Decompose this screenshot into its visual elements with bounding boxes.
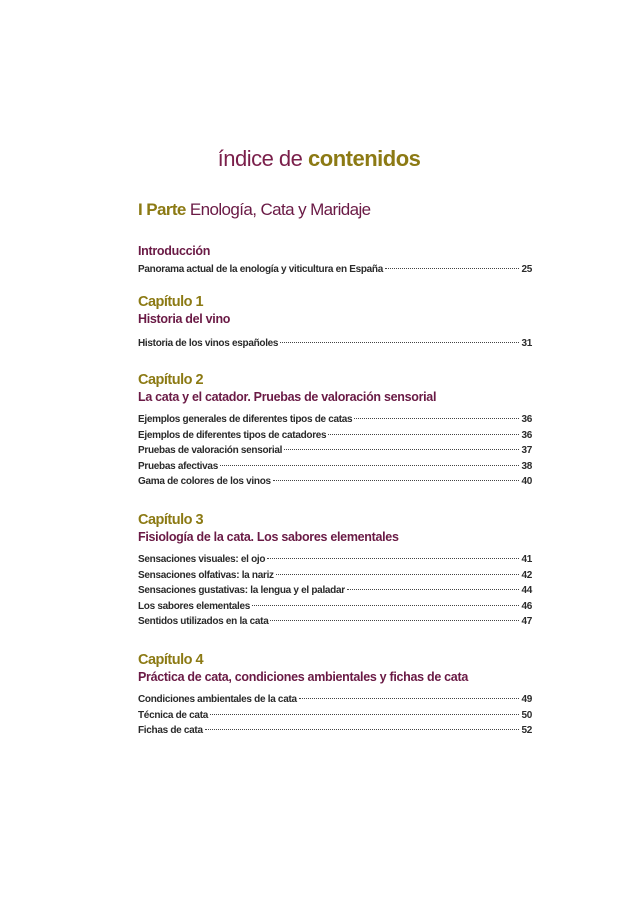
dot-leader (270, 620, 519, 621)
entry-page: 41 (521, 554, 532, 565)
chapter-4-section (138, 652, 532, 739)
dot-leader (280, 342, 519, 343)
toc-entry[interactable] (138, 692, 532, 708)
entry-title: Sensaciones olfativas: la nariz (138, 569, 274, 581)
entry-title: Condiciones ambientales de la cata (138, 694, 297, 705)
title-prefix: índice de (217, 146, 303, 171)
toc-entry[interactable] (138, 583, 532, 599)
chapter-2-section (138, 372, 532, 490)
entry-page: 42 (521, 569, 532, 581)
dot-leader (354, 418, 519, 419)
toc-entry[interactable] (138, 552, 532, 568)
entry-page: 25 (521, 264, 532, 275)
toc-entry[interactable] (138, 474, 532, 490)
chapter-label: Capítulo 2 (138, 372, 204, 388)
entry-page: 36 (521, 414, 532, 425)
entry-page: 50 (521, 709, 532, 721)
chapter-title: Historia del vino (138, 312, 231, 326)
intro-section (138, 244, 532, 278)
toc-entry[interactable] (138, 568, 532, 584)
toc-entry[interactable] (138, 723, 532, 739)
entry-title: Sensaciones gustativas: la lengua y el paladar (138, 585, 345, 596)
dot-leader (252, 605, 519, 606)
dot-leader (276, 574, 520, 575)
dot-leader (328, 434, 519, 435)
part-name: Enología, Cata y Maridaje (189, 200, 371, 219)
dot-leader (284, 449, 519, 450)
page-title (0, 146, 638, 172)
toc-entry[interactable] (138, 443, 532, 459)
chapter-label: Capítulo 3 (138, 512, 204, 528)
entry-title: Fichas de cata (138, 725, 203, 736)
entry-title: Pruebas de valoración sensorial (138, 445, 283, 456)
dot-leader (273, 480, 520, 481)
chapter-label: Capítulo 1 (138, 294, 204, 310)
toc-entry[interactable] (138, 614, 532, 630)
entry-page: 46 (521, 600, 532, 612)
toc-entry[interactable] (138, 336, 532, 352)
dot-leader (267, 558, 519, 559)
dot-leader (220, 465, 520, 466)
entry-title: Ejemplos generales de diferentes tipos de catas (138, 414, 353, 425)
dot-leader (299, 698, 520, 699)
chapter-title: Fisiología de la cata. Los sabores elementales (138, 530, 399, 544)
dot-leader (205, 729, 520, 730)
toc-entry[interactable] (138, 599, 532, 615)
entry-title: Panorama actual de la enología y viticultura en España (138, 264, 383, 275)
entry-title: Sensaciones visuales: el ojo (138, 554, 266, 565)
chapter-label: Capítulo 4 (138, 652, 204, 668)
toc-entry[interactable] (138, 262, 532, 278)
toc-entry[interactable] (138, 412, 532, 428)
part-number: I Parte (138, 200, 186, 219)
dot-leader (347, 589, 520, 590)
entry-page: 31 (521, 338, 532, 349)
entry-page: 38 (521, 460, 532, 472)
entry-title: Técnica de cata (138, 709, 208, 721)
entry-title: Ejemplos de diferentes tipos de catadores (138, 429, 327, 441)
entry-title: Los sabores elementales (138, 600, 251, 612)
entry-page: 36 (521, 429, 532, 441)
entry-page: 40 (521, 476, 532, 487)
chapter-1-section (138, 294, 532, 352)
chapter-3-section (138, 512, 532, 630)
entry-page: 49 (521, 694, 532, 705)
intro-heading: Introducción (138, 244, 211, 258)
dot-leader (385, 268, 519, 269)
entry-page: 44 (521, 585, 532, 596)
chapter-title: La cata y el catador. Pruebas de valoración sensorial (138, 390, 437, 404)
part-heading (138, 200, 371, 220)
entry-page: 47 (521, 616, 532, 627)
entry-title: Historia de los vinos españoles (138, 338, 279, 349)
entry-page: 52 (521, 725, 532, 736)
chapter-title: Práctica de cata, condiciones ambientales y fichas de cata (138, 670, 468, 684)
dot-leader (210, 714, 519, 715)
entry-title: Sentidos utilizados en la cata (138, 616, 269, 627)
toc-entry[interactable] (138, 459, 532, 475)
entry-title: Gama de colores de los vinos (138, 476, 271, 487)
toc-entry[interactable] (138, 428, 532, 444)
entry-page: 37 (521, 445, 532, 456)
entry-title: Pruebas afectivas (138, 460, 218, 472)
toc-entry[interactable] (138, 708, 532, 724)
title-accent: contenidos (308, 146, 421, 171)
